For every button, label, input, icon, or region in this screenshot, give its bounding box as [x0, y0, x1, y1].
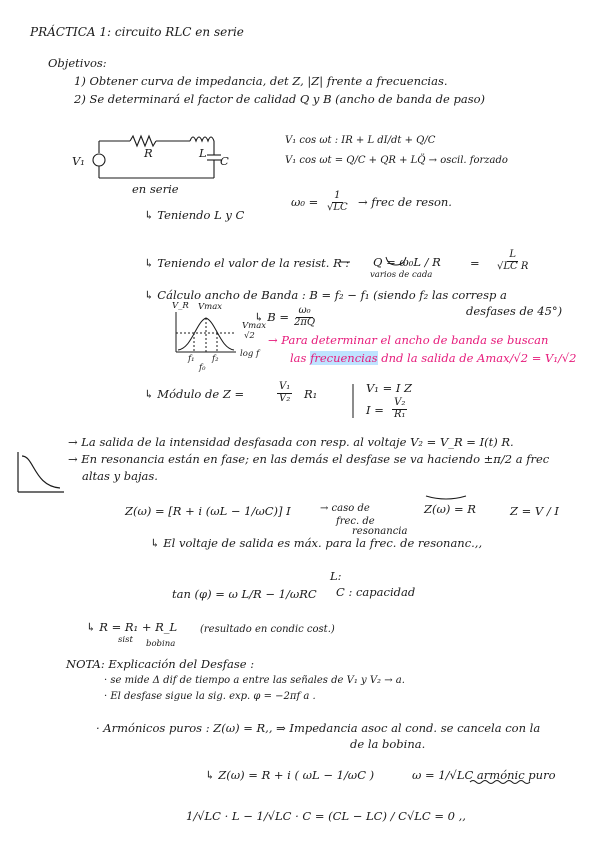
graph-f1-label: f₁	[188, 354, 195, 364]
impedance-frec: frec. de	[336, 516, 375, 527]
graph-f0-label: f₀	[199, 363, 206, 373]
armonicos-final: 1/√LC · L − 1/√LC · C = (CL − LC) / C√LC = 0 ,,	[186, 809, 466, 823]
armonicos-line: · Armónicos puros : Z(ω) = R,, ⇒ Impedancia asoc al cond. se cancela con la	[96, 721, 541, 735]
nota-bullet-2: · El desfase sigue la sig. exp. φ = −2πf a .	[104, 691, 316, 702]
pink-note-2c: dnd la salida de Amax/√2 = V₁/√2	[381, 351, 577, 365]
nota-heading: NOTA: Explicación del Desfase :	[66, 657, 255, 671]
w0-fraction	[325, 191, 350, 213]
modulo-i-num: V₂	[394, 397, 406, 408]
modulo-den: V₂	[279, 392, 291, 404]
q-den: √LC R	[497, 260, 529, 272]
tan-l-label: L:	[330, 569, 342, 583]
w0-rhs: → frec de reson.	[358, 195, 452, 209]
modulo-vz: V₁ = I Z	[366, 381, 413, 395]
b-lhs: ↳ B =	[254, 310, 290, 324]
modulo-i-fraction	[392, 398, 408, 420]
impedance-zw: Z(ω) = [R + i (ωL − 1/ωC)] I	[125, 504, 291, 518]
graph-sqrt2-label: √2	[244, 331, 255, 341]
modulo-i-den: R₁	[394, 408, 406, 420]
tan-c-label: C : capacidad	[336, 585, 416, 599]
modulo-r1: R₁	[304, 387, 318, 401]
graph-vr-label: V_R	[172, 301, 189, 311]
circuit-l-label: L	[199, 146, 207, 160]
bandwidth-line-2: desfases de 45°)	[466, 304, 563, 318]
bandwidth-line: ↳ Cálculo ancho de Banda : B = f₂ − f₁ (siendo f₂ las corresp a	[144, 288, 507, 302]
armonicos-zw2: ↳ Z(ω) = R + i ( ωL − 1/ωC )	[205, 768, 375, 782]
r-equation: ↳ R = R₁ + R_L	[86, 620, 178, 634]
b-den: 2πQ	[294, 316, 316, 328]
pink-note-2	[290, 352, 577, 365]
impedance-zvi: Z = V / I	[510, 504, 559, 518]
modulo-fraction	[277, 382, 292, 404]
armonicos-line-2: de la bobina.	[350, 737, 426, 751]
graph-f2-label: f₂	[212, 354, 219, 364]
circuit-c-label: C	[220, 154, 229, 168]
r-sist: sist	[118, 635, 133, 645]
pink-note-2a: las	[290, 351, 307, 365]
b-num: ω₀	[298, 305, 311, 316]
b-fraction	[292, 306, 317, 328]
w0-num: 1	[334, 190, 341, 201]
graph-vmax-label: Vmax	[198, 302, 223, 312]
w0-lhs: ω₀ =	[291, 195, 319, 209]
r-note: (resultado en condic cost.)	[200, 624, 335, 635]
impedance-caso: → caso de	[320, 503, 370, 514]
w0-den: √LC	[327, 201, 348, 213]
arrow-note-3: altas y bajas.	[82, 469, 158, 483]
page-title: PRÁCTICA 1: circuito RLC en serie	[30, 25, 244, 39]
circuit-caption: en serie	[132, 182, 179, 196]
bandwidth-graph	[176, 312, 236, 352]
phase-curve-sketch	[18, 452, 64, 492]
armonicos-w-eq: ω = 1/√LC armónic puro	[412, 768, 556, 782]
objetivos-heading: Objetivos:	[48, 56, 107, 70]
equation-2: V₁ cos ωt = Q/C + QR + LQ̈ → oscil. forzado	[285, 155, 508, 166]
q-note: varios de cada	[370, 270, 433, 280]
circuit-r-label: R	[144, 146, 153, 160]
arrow-note-2: → En resonancia están en fase; en las demás el desfase se va haciendo ±π/2 a frec	[68, 452, 550, 466]
objetivo-2: 2) Se determinará el factor de calidad Q y B (ancho de banda de paso)	[74, 92, 486, 106]
teniendo-r: ↳ Teniendo el valor de la resist. R :	[144, 256, 350, 270]
nota-bullet-1: · se mide Δ dif de tiempo a entre las señales de V₁ y V₂ → a.	[104, 675, 405, 686]
q-num: L	[509, 249, 516, 260]
modulo-line: ↳ Módulo de Z =	[144, 387, 245, 401]
graph-vmax2-label: Vmax	[242, 321, 267, 331]
q-fraction	[495, 250, 530, 272]
q-equals: =	[470, 256, 480, 270]
equation-1: V₁ cos ωt : IR + L dI/dt + Q/C	[285, 135, 436, 146]
impedance-zr: Z(ω) = R	[424, 502, 476, 516]
objetivo-1: 1) Obtener curva de impedancia, det Z, |Z| frente a frecuencias.	[74, 74, 448, 88]
modulo-num: V₁	[279, 381, 291, 392]
modulo-i-lhs: I =	[366, 403, 384, 417]
pink-note-2b: frecuencias	[310, 351, 378, 365]
arrow-note-1: → La salida de la intensidad desfasada con resp. al voltaje V₂ = V_R = I(t) R.	[68, 435, 514, 449]
impedance-reson: resonancia	[352, 526, 408, 537]
teniendo-lc: ↳ Teniendo L y C	[144, 208, 245, 222]
tan-expression: tan (φ) = ω L/R − 1/ωRC	[172, 587, 317, 601]
impedance-voltaje: ↳ El voltaje de salida es máx. para la frec. de resonanc.,,	[150, 536, 483, 550]
q-expression: Q = ω₀L / R	[373, 255, 441, 269]
pink-note-1: → Para determinar el ancho de banda se buscan	[268, 333, 549, 347]
r-bobina: bobina	[146, 639, 176, 649]
circuit-v1-label: V₁	[72, 154, 85, 168]
graph-logf-label: log f	[240, 349, 260, 359]
